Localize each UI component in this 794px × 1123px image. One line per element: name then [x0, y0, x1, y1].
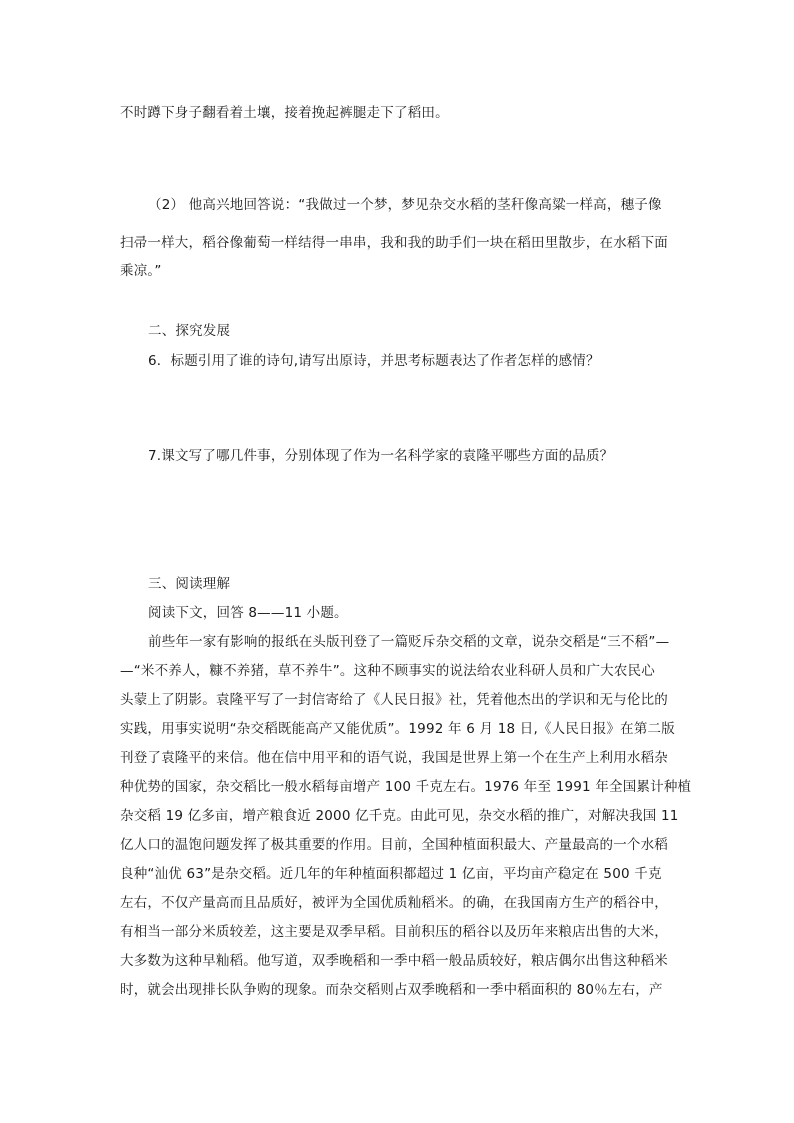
- section2-heading: 二、探究发展: [148, 323, 231, 339]
- section3-heading: 三、阅读理解: [148, 576, 231, 592]
- passage-line: 实践，用事实说明“杂交稻既能高产又能优质”。1992 年 6 月 18 日,《人民日报》在第二版: [120, 721, 675, 737]
- passage-line: 时，就会出现排长队争购的现象。而杂交稻则占双季晚稻和一季中稻面积的 80％左右，产: [120, 982, 663, 998]
- passage-line: 大多数为这种早籼稻。他写道，双季晚稻和一季中稻一般品质较好，粮店偶尔出售这种稻米: [120, 953, 668, 969]
- passage-line: 头蒙上了阴影。袁隆平写了一封信寄给了《人民日报》社，凭着他杰出的学识和无与伦比的: [120, 692, 668, 708]
- reading-instruction: 阅读下文，回答 8——11 小题。: [148, 605, 348, 621]
- question-7: 7.课文写了哪几件事，分别体现了作为一名科学家的袁隆平哪些方面的品质？: [148, 448, 614, 464]
- continuation-line: 不时蹲下身子翻看着土壤，接着挽起裤腿走下了稻田。: [120, 105, 449, 121]
- passage-line: 前些年一家有影响的报纸在头版刊登了一篇贬斥杂交稻的文章，说杂交稻是“三不稻”—: [148, 634, 670, 650]
- answer2-line2: 扫帚一样大，稻谷像葡萄一样结得一串串，我和我的助手们一块在稻田里散步，在水稻下面: [120, 235, 668, 251]
- answer2-line1: （2） 他高兴地回答说：“我做过一个梦，梦见杂交水稻的茎秆像高粱一样高，穗子像: [148, 197, 662, 213]
- passage-line: 亿人口的温饱问题发挥了极其重要的作用。目前，全国种植面积最大、产量最高的一个水稻: [120, 837, 668, 853]
- passage-line: 杂交稻 19 亿多亩，增产粮食近 2000 亿千克。由此可见，杂交水稻的推广，对解决我国 11: [120, 808, 679, 824]
- passage-line: 刊登了袁隆平的来信。他在信中用平和的语气说，我国是世界上第一个在生产上利用水稻杂: [120, 750, 668, 766]
- passage-line: —“米不养人，糠不养猪，草不养牛”。这种不顾事实的说法给农业科研人员和广大农民心: [120, 663, 655, 679]
- passage-line: 左右，不仅产量高而且品质好，被评为全国优质籼稻米。的确，在我国南方生产的稻谷中，: [120, 895, 668, 911]
- passage-line: 良种“汕优 63”是杂交稻。近几年的年种植面积都超过 1 亿亩，平均亩产稳定在 500 千克: [120, 866, 662, 882]
- passage-line: 种优势的国家，杂交稻比一般水稻每亩增产 100 千克左右。1976 年至 1991 年全国累计种植: [120, 779, 692, 795]
- answer2-line3: 乘凉。”: [120, 263, 162, 279]
- passage-line: 有相当一部分米质较差，这主要是双季早稻。目前积压的稻谷以及历年来粮店出售的大米，: [120, 924, 668, 940]
- question-6: 6．标题引用了谁的诗句,请写出原诗，并思考标题表达了作者怎样的感情？: [148, 353, 600, 369]
